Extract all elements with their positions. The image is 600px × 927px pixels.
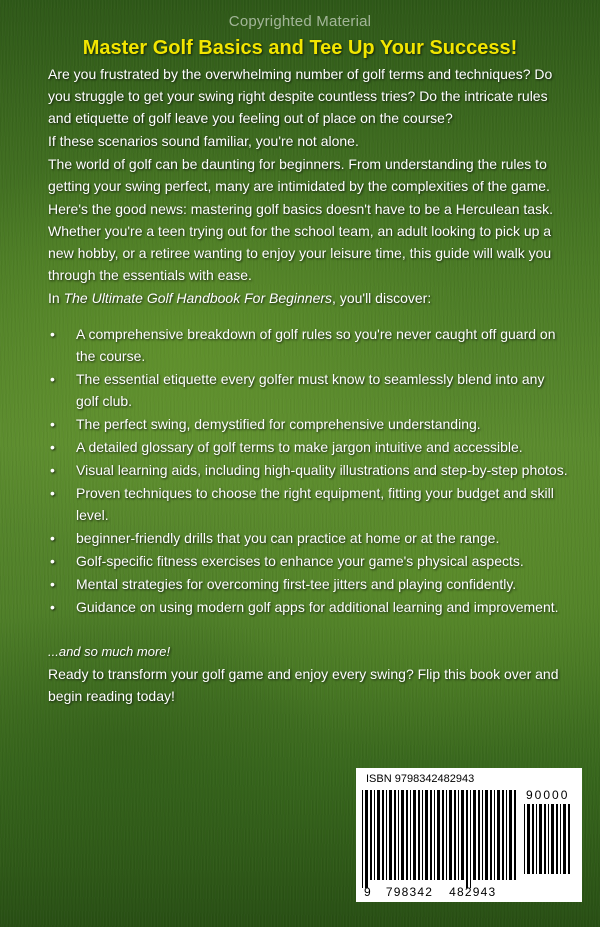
barcode-digits-right: 482943 bbox=[449, 885, 497, 899]
list-item bbox=[48, 368, 568, 412]
list-item-text: Mental strategies for overcoming first-tee jitters and playing confidently. bbox=[76, 576, 517, 592]
barcode-bar bbox=[509, 790, 512, 880]
intro-paragraph-2: If these scenarios sound familiar, you're not alone. bbox=[48, 133, 359, 149]
list-item-text: Proven techniques to choose the right equipment, fitting your budget and skill level. bbox=[76, 485, 554, 523]
barcode-bar bbox=[377, 790, 380, 880]
barcode-digits bbox=[364, 885, 496, 899]
closing-paragraph: Ready to transform your golf game and enjoy every swing? Flip this book over and begin reading today! bbox=[48, 666, 559, 704]
barcode-bar bbox=[389, 790, 392, 880]
barcode-bar bbox=[536, 804, 537, 874]
barcode-bar bbox=[524, 804, 525, 874]
barcode-bar bbox=[382, 790, 384, 880]
list-item-text: A detailed glossary of golf terms to make jargon intuitive and accessible. bbox=[76, 439, 523, 455]
bullet-icon: • bbox=[50, 416, 55, 432]
barcode-bar bbox=[454, 790, 456, 880]
barcode-bar bbox=[410, 790, 411, 880]
list-item bbox=[48, 482, 568, 526]
bullet-icon: • bbox=[50, 326, 55, 342]
list-item bbox=[48, 413, 568, 435]
list-item-text: Visual learning aids, including high-quality illustrations and step-by-step photos. bbox=[76, 462, 568, 478]
barcode-digit-lead: 9 bbox=[364, 885, 372, 899]
barcode-bar bbox=[461, 790, 464, 880]
list-item-text: The essential etiquette every golfer must know to seamlessly blend into any golf club. bbox=[76, 371, 545, 409]
barcode-bar bbox=[458, 790, 459, 880]
barcode-bar bbox=[398, 790, 399, 880]
barcode-bar bbox=[560, 804, 561, 874]
barcode-bar bbox=[394, 790, 396, 880]
barcode-bar bbox=[497, 790, 500, 880]
barcode-bar bbox=[563, 804, 566, 874]
barcode-bar bbox=[422, 790, 423, 880]
barcode-bar bbox=[466, 790, 468, 888]
headline: Master Golf Basics and Tee Up Your Success! bbox=[82, 37, 518, 59]
list-item bbox=[48, 596, 568, 618]
barcode-bar bbox=[370, 790, 372, 880]
barcode-bar bbox=[548, 804, 549, 874]
bullet-icon: • bbox=[50, 530, 55, 546]
barcode-bar bbox=[485, 790, 488, 880]
intro-paragraph-1: Are you frustrated by the overwhelming number of golf terms and techniques? Do you struggle to get your swing right despite countless tries? Do the intricate rules and etiquette of golf leave you feeling out of place on the course? bbox=[48, 66, 553, 126]
book-title: The Ultimate Golf Handbook For Beginners bbox=[63, 290, 333, 306]
bullet-icon: • bbox=[50, 599, 55, 615]
feature-list bbox=[48, 323, 568, 618]
barcode-bar bbox=[556, 804, 558, 874]
list-item bbox=[48, 527, 568, 549]
list-item bbox=[48, 550, 568, 572]
barcode-bar bbox=[406, 790, 408, 880]
list-item-text: A comprehensive breakdown of golf rules so you're never caught off guard on the course. bbox=[76, 326, 556, 364]
barcode-bar bbox=[470, 790, 471, 888]
barcode-bar bbox=[514, 790, 516, 880]
barcode-bar bbox=[551, 804, 554, 874]
list-item-text: Golf-specific fitness exercises to enhance your game's physical aspects. bbox=[76, 553, 524, 569]
and-more-text: ...and so much more! bbox=[48, 644, 171, 659]
barcode-bar bbox=[449, 790, 452, 880]
bullet-icon: • bbox=[50, 462, 55, 478]
barcode-bar bbox=[365, 790, 368, 888]
barcode-bar bbox=[437, 790, 440, 880]
barcode-bars bbox=[362, 790, 520, 888]
barcode-digits-left: 798342 bbox=[385, 885, 434, 899]
discover-suffix: , you'll discover: bbox=[332, 290, 432, 306]
list-item bbox=[48, 459, 568, 481]
barcode-bar bbox=[502, 790, 504, 880]
barcode-bar bbox=[442, 790, 444, 880]
barcode-bar bbox=[434, 790, 435, 880]
barcode-bar bbox=[568, 804, 570, 874]
bullet-icon: • bbox=[50, 576, 55, 592]
discover-prefix: In bbox=[48, 290, 64, 306]
barcode-bar bbox=[494, 790, 495, 880]
blurb-content bbox=[48, 63, 568, 707]
bullet-icon: • bbox=[50, 439, 55, 455]
list-item bbox=[48, 436, 568, 458]
barcode-bar bbox=[425, 790, 428, 880]
barcode-bar bbox=[482, 790, 483, 880]
barcode-bar bbox=[532, 804, 534, 874]
discover-line bbox=[48, 287, 568, 309]
barcode-bar bbox=[362, 790, 363, 888]
isbn-label: ISBN 9798342482943 bbox=[366, 773, 475, 785]
barcode-bar bbox=[473, 790, 476, 880]
intro-paragraph-3: The world of golf can be daunting for beginners. From understanding the rules to getting your swing perfect, many are intimidated by the complexities of the game. bbox=[48, 156, 550, 194]
isbn-barcode bbox=[356, 768, 582, 902]
barcode-bar bbox=[506, 790, 507, 880]
list-item-text: The perfect swing, demystified for comprehensive understanding. bbox=[76, 416, 481, 432]
barcode-bar bbox=[539, 804, 542, 874]
barcode-bar bbox=[430, 790, 432, 880]
list-item bbox=[48, 573, 568, 595]
barcode-bar bbox=[401, 790, 404, 880]
barcode-bar bbox=[374, 790, 375, 880]
copyright-watermark: Copyrighted Material bbox=[228, 13, 372, 30]
barcode-bar bbox=[413, 790, 416, 880]
bullet-icon: • bbox=[50, 371, 55, 387]
list-item bbox=[48, 323, 568, 367]
barcode-bar bbox=[446, 790, 447, 880]
barcode-bar bbox=[418, 790, 420, 880]
barcode-bar bbox=[386, 790, 387, 880]
price-addon-code: 90000 bbox=[526, 788, 570, 802]
bullet-icon: • bbox=[50, 553, 55, 569]
barcode-bar bbox=[544, 804, 546, 874]
barcode-bar bbox=[478, 790, 480, 880]
addon-barcode-bars bbox=[524, 804, 576, 882]
list-item-text: beginner-friendly drills that you can practice at home or at the range. bbox=[76, 530, 500, 546]
intro-paragraph-4: Here's the good news: mastering golf basics doesn't have to be a Herculean task. Whether you're a teen trying out for the school team, an adult looking to pick up a new hobby, or a retiree wanting to enjoy your leisure time, this guide will walk you through the essentials with ease. bbox=[48, 201, 553, 283]
bullet-icon: • bbox=[50, 485, 55, 501]
barcode-bar bbox=[490, 790, 492, 880]
list-item-text: Guidance on using modern golf apps for additional learning and improvement. bbox=[76, 599, 559, 615]
barcode-bar bbox=[527, 804, 530, 874]
